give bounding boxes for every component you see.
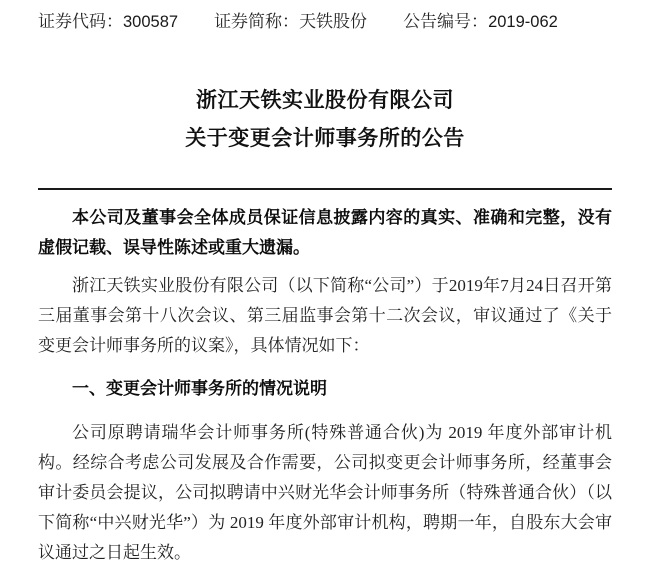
announcement-number-value: 2019-062 bbox=[488, 13, 558, 31]
body-paragraph-1: 浙江天铁实业股份有限公司（以下简称“公司”）于2019年7月24日召开第三届董事会第十八次会议、第三届监事会第十二次会议，审议通过了《关于变更会计师事务所的议案》，具体情况如下： bbox=[38, 276, 612, 355]
stock-code-label: 证券代码： bbox=[38, 12, 123, 31]
section-divider bbox=[38, 188, 612, 190]
stock-code bbox=[38, 10, 178, 34]
announcement-number-label: 公告编号： bbox=[403, 12, 489, 31]
body-paragraph-2: 公司原聘请瑞华会计师事务所(特殊普通合伙)为 2019 年度外部审计机构。经综合考虑公司发展及合作需要，公司拟变更会计师事务所，经董事会审计委员会提议，公司拟聘请中兴财光华会计师事务所（特殊普通合伙）（以下简称“中兴财光华”）为 2019 年度外部审计机构，聘期一年，自股东大会审议通过之日起生效。 bbox=[38, 423, 612, 562]
title-block bbox=[38, 82, 612, 158]
stock-name-label: 证券简称： bbox=[214, 12, 300, 31]
stock-name-value: 天铁股份 bbox=[299, 12, 368, 31]
company-name-title: 浙江天铁实业股份有限公司 bbox=[196, 89, 454, 112]
announcement-title: 关于变更会计师事务所的公告 bbox=[185, 127, 465, 150]
disclaimer-paragraph: 本公司及董事会全体成员保证信息披露内容的真实、准确和完整，没有虚假记载、误导性陈述或重大遗漏。 bbox=[38, 208, 612, 257]
stock-code-value: 300587 bbox=[123, 13, 179, 31]
announcement-number bbox=[403, 10, 558, 34]
stock-name bbox=[214, 10, 367, 34]
document-header bbox=[38, 10, 612, 34]
section-1-heading: 一、变更会计师事务所的情况说明 bbox=[72, 379, 327, 398]
